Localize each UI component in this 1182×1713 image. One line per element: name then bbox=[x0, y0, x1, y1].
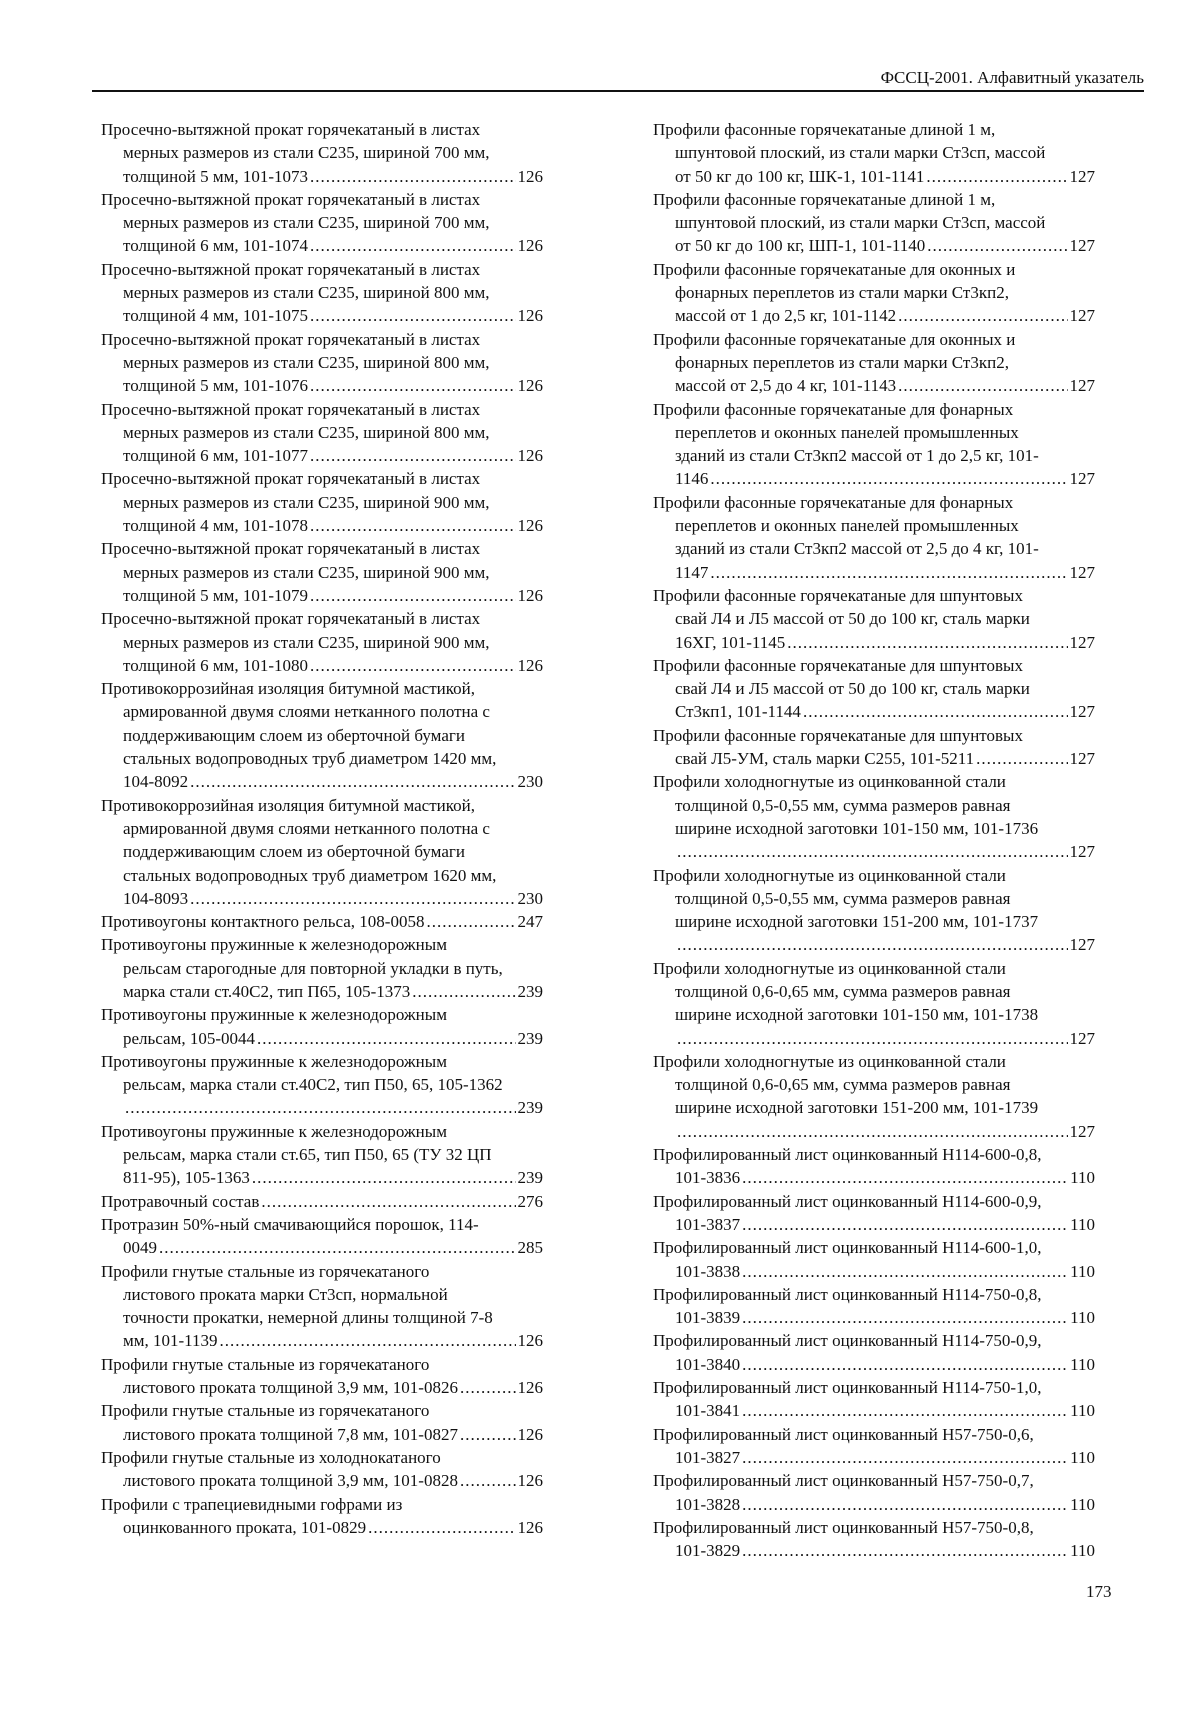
entry-last-line bbox=[653, 1306, 1095, 1329]
dot-leader bbox=[310, 234, 515, 257]
entry-text-line: листового проката толщиной 7,8 мм, 101-0827 bbox=[123, 1424, 458, 1444]
entry-text-line: толщиной 0,5-0,55 мм, сумма размеров равная bbox=[675, 795, 1011, 815]
entry-page-ref: 110 bbox=[1070, 1541, 1095, 1561]
index-entry bbox=[653, 1376, 1095, 1423]
entry-text-line: рельсам, марка стали ст.65, тип П50, 65 (ТУ 32 ЦП bbox=[123, 1145, 492, 1165]
entry-text-line: свай Л4 и Л5 массой от 50 до 100 кг, сталь марки bbox=[675, 679, 1030, 699]
entry-page-ref: 126 bbox=[517, 306, 543, 326]
entry-last-line bbox=[101, 1190, 543, 1213]
entry-text-line: от 50 кг до 100 кг, ШП-1, 101-1140 bbox=[675, 236, 926, 256]
index-entry bbox=[101, 1353, 543, 1400]
entry-last-line bbox=[101, 887, 543, 910]
entry-text-line: 101-3827 bbox=[675, 1447, 741, 1467]
entry-text-line: Профили холодногнутые из оцинкованной стали bbox=[653, 1051, 1006, 1071]
index-entry bbox=[101, 677, 543, 793]
entry-page-ref: 127 bbox=[1069, 632, 1095, 652]
entry-text-line: толщиной 5 мм, 101-1079 bbox=[123, 585, 309, 605]
entry-text-line: фонарных переплетов из стали марки Ст3кп2, bbox=[675, 352, 1009, 372]
entry-last-line bbox=[653, 1399, 1095, 1422]
entry-text-line: Профилированный лист оцинкованный Н57-750-0,7, bbox=[653, 1471, 1034, 1491]
dot-leader bbox=[310, 304, 515, 327]
entry-text-line: 16ХГ, 101-1145 bbox=[675, 632, 786, 652]
entry-text-line: массой от 2,5 до 4 кг, 101-1143 bbox=[675, 376, 897, 396]
entry-last-line bbox=[653, 165, 1095, 188]
entry-page-ref: 127 bbox=[1069, 1121, 1095, 1141]
dot-leader bbox=[742, 1539, 1068, 1562]
dot-leader bbox=[926, 165, 1067, 188]
dot-leader bbox=[976, 747, 1067, 770]
entry-text-line: Профили холодногнутые из оцинкованной стали bbox=[653, 958, 1006, 978]
entry-text-line: Просечно-вытяжной прокат горячекатаный в листах bbox=[101, 259, 481, 279]
entry-page-ref: 230 bbox=[517, 888, 543, 908]
index-entry bbox=[101, 328, 543, 398]
entry-text-line: массой от 1 до 2,5 кг, 101-1142 bbox=[675, 306, 897, 326]
dot-leader bbox=[927, 234, 1067, 257]
entry-text-line: Просечно-вытяжной прокат горячекатаный в листах bbox=[101, 399, 481, 419]
entry-page-ref: 126 bbox=[517, 446, 543, 466]
entry-text-line: поддерживающим слоем из оберточной бумаги bbox=[123, 842, 465, 862]
entry-text-line: Профили фасонные горячекатаные для шпунтовых bbox=[653, 725, 1023, 745]
entry-text-line: мерных размеров из стали С235, шириной 800 мм, bbox=[123, 352, 490, 372]
entry-last-line bbox=[101, 234, 543, 257]
entry-page-ref: 127 bbox=[1069, 749, 1095, 769]
entry-last-line bbox=[101, 514, 543, 537]
entry-page-ref: 126 bbox=[517, 516, 543, 536]
entry-text-line: Профили фасонные горячекатаные для оконных и bbox=[653, 259, 1016, 279]
dot-leader bbox=[742, 1446, 1068, 1469]
index-entry bbox=[653, 491, 1095, 584]
index-entry bbox=[653, 724, 1095, 771]
entry-text-line: Протразин 50%-ный смачивающийся порошок, 114- bbox=[101, 1214, 479, 1234]
entry-page-ref: 126 bbox=[517, 166, 543, 186]
entry-page-ref: 126 bbox=[517, 1378, 543, 1398]
index-entry bbox=[653, 258, 1095, 328]
dot-leader bbox=[125, 1096, 516, 1119]
entry-text-line: Просечно-вытяжной прокат горячекатаный в листах bbox=[101, 120, 481, 139]
entry-text-line: Профили гнутые стальные из горячекатаного bbox=[101, 1401, 430, 1421]
entry-text-line: мерных размеров из стали С235, шириной 800 мм, bbox=[123, 422, 490, 442]
entry-text-line: Профили с трапециевидными гофрами из bbox=[101, 1494, 403, 1514]
entry-text-line: мерных размеров из стали С235, шириной 900 мм, bbox=[123, 562, 490, 582]
entry-text-line: Профили фасонные горячекатаные длиной 1 м, bbox=[653, 189, 996, 209]
entry-text-line: точности прокатки, немерной длины толщиной 7-8 bbox=[123, 1308, 493, 1328]
entry-last-line bbox=[101, 770, 543, 793]
entry-last-line bbox=[653, 631, 1095, 654]
index-entry bbox=[653, 1516, 1095, 1563]
page-number: 173 bbox=[1086, 1582, 1112, 1601]
entry-last-line bbox=[653, 1027, 1095, 1050]
entry-text-line: шпунтовой плоский, из стали марки Ст3сп, массой bbox=[675, 143, 1046, 163]
dot-leader bbox=[426, 910, 515, 933]
entry-page-ref: 110 bbox=[1070, 1308, 1095, 1328]
entry-text-line: Профилированный лист оцинкованный Н114-600-0,9, bbox=[653, 1191, 1042, 1211]
entry-text-line: Профили холодногнутые из оцинкованной стали bbox=[653, 865, 1006, 885]
index-entry bbox=[101, 1493, 543, 1540]
entry-page-ref: 239 bbox=[517, 981, 543, 1001]
dot-leader bbox=[460, 1376, 516, 1399]
entry-text-line: Профили фасонные горячекатаные для шпунтовых bbox=[653, 585, 1023, 605]
entry-text-line: переплетов и оконных панелей промышленных bbox=[675, 422, 1019, 442]
entry-page-ref: 126 bbox=[517, 376, 543, 396]
entry-page-ref: 126 bbox=[517, 236, 543, 256]
entry-text-line: Ст3кп1, 101-1144 bbox=[675, 702, 801, 722]
entry-text-line: Профили гнутые стальные из холоднокатаного bbox=[101, 1447, 441, 1467]
entry-page-ref: 110 bbox=[1070, 1494, 1095, 1514]
index-entry bbox=[101, 933, 543, 1003]
entry-text-line: Просечно-вытяжной прокат горячекатаный в листах bbox=[101, 469, 481, 489]
index-entry bbox=[653, 188, 1095, 258]
entry-text-line: мерных размеров из стали С235, шириной 900 мм, bbox=[123, 632, 490, 652]
index-entry bbox=[101, 1446, 543, 1493]
entry-text-line: толщиной 0,5-0,55 мм, сумма размеров равная bbox=[675, 888, 1011, 908]
dot-leader bbox=[310, 584, 515, 607]
dot-leader bbox=[460, 1469, 516, 1492]
entry-last-line bbox=[653, 374, 1095, 397]
entry-text-line: Профили фасонные горячекатаные для шпунтовых bbox=[653, 655, 1023, 675]
entry-text-line: 811-95), 105-1363 bbox=[123, 1168, 250, 1188]
entry-page-ref: 126 bbox=[517, 1424, 543, 1444]
entry-text-line: армированной двумя слоями нетканного полотна с bbox=[123, 818, 490, 838]
entry-text-line: толщиной 0,6-0,65 мм, сумма размеров равная bbox=[675, 1075, 1011, 1095]
entry-text-line: стальных водопроводных труб диаметром 1420 мм, bbox=[123, 749, 497, 769]
entry-text-line: Профили фасонные горячекатаные длиной 1 м, bbox=[653, 120, 996, 139]
entry-text-line: Профили фасонные горячекатаные для фонарных bbox=[653, 492, 1014, 512]
entry-text-line: Профили фасонные горячекатаные для оконных и bbox=[653, 329, 1016, 349]
dot-leader bbox=[742, 1213, 1068, 1236]
dot-leader bbox=[460, 1423, 516, 1446]
entry-text-line: рельсам, марка стали ст.40С2, тип П50, 65, 105-1362 bbox=[123, 1075, 503, 1095]
entry-text-line: 104-8092 bbox=[123, 772, 189, 792]
entry-text-line: мм, 101-1139 bbox=[123, 1331, 218, 1351]
entry-page-ref: 239 bbox=[517, 1028, 543, 1048]
entry-page-ref: 285 bbox=[517, 1238, 543, 1258]
entry-text-line: толщиной 6 мм, 101-1080 bbox=[123, 655, 309, 675]
entry-text-line: рельсам старогодные для повторной укладки в путь, bbox=[123, 958, 503, 978]
entry-last-line bbox=[101, 980, 543, 1003]
entry-text-line: Противоугоны пружинные к железнодорожным bbox=[101, 1051, 447, 1071]
entry-last-line bbox=[101, 1236, 543, 1259]
dot-leader bbox=[310, 165, 515, 188]
entry-last-line bbox=[101, 1166, 543, 1189]
entry-last-line bbox=[653, 234, 1095, 257]
index-entry bbox=[653, 118, 1095, 188]
dot-leader bbox=[220, 1329, 516, 1352]
entry-last-line bbox=[101, 1516, 543, 1539]
entry-text-line: 101-3828 bbox=[675, 1494, 741, 1514]
dot-leader bbox=[412, 980, 515, 1003]
dot-leader bbox=[742, 1306, 1068, 1329]
entry-page-ref: 127 bbox=[1069, 376, 1095, 396]
entry-text-line: ширине исходной заготовки 151-200 мм, 101-1737 bbox=[675, 912, 1039, 932]
entry-page-ref: 110 bbox=[1070, 1214, 1095, 1234]
entry-text-line: мерных размеров из стали С235, шириной 700 мм, bbox=[123, 143, 490, 163]
entry-text-line: поддерживающим слоем из оберточной бумаги bbox=[123, 725, 465, 745]
index-entry bbox=[653, 1143, 1095, 1190]
entry-page-ref: 110 bbox=[1070, 1447, 1095, 1467]
entry-text-line: Протравочный состав bbox=[101, 1191, 260, 1211]
entry-last-line bbox=[101, 1469, 543, 1492]
dot-leader bbox=[190, 770, 515, 793]
index-entry bbox=[101, 1003, 543, 1050]
index-entry bbox=[653, 328, 1095, 398]
entry-text-line: оцинкованного проката, 101-0829 bbox=[123, 1517, 367, 1537]
entry-last-line bbox=[101, 1329, 543, 1352]
entry-page-ref: 127 bbox=[1069, 469, 1095, 489]
entry-last-line bbox=[101, 1096, 543, 1119]
index-entry bbox=[101, 537, 543, 607]
index-entry bbox=[653, 1236, 1095, 1283]
entry-text-line: 101-3840 bbox=[675, 1354, 741, 1374]
entry-text-line: зданий из стали Ст3кп2 массой от 2,5 до 4 кг, 101- bbox=[675, 539, 1039, 559]
entry-last-line bbox=[653, 1260, 1095, 1283]
entry-text-line: 104-8093 bbox=[123, 888, 189, 908]
dot-leader bbox=[310, 514, 515, 537]
entry-text-line: Профилированный лист оцинкованный Н57-750-0,8, bbox=[653, 1517, 1034, 1537]
entry-last-line bbox=[653, 1120, 1095, 1143]
entry-text-line: Профили холодногнутые из оцинкованной стали bbox=[653, 772, 1006, 792]
entry-text-line: мерных размеров из стали С235, шириной 800 мм, bbox=[123, 283, 490, 303]
entry-text-line: листового проката марки Ст3сп, нормальной bbox=[123, 1284, 448, 1304]
index-entry bbox=[101, 258, 543, 328]
index-entry bbox=[101, 398, 543, 468]
dot-leader bbox=[710, 467, 1067, 490]
entry-page-ref: 127 bbox=[1069, 236, 1095, 256]
index-entry bbox=[653, 1329, 1095, 1376]
index-column-right bbox=[653, 118, 1095, 1562]
entry-text-line: ширине исходной заготовки 101-150 мм, 101-1738 bbox=[675, 1005, 1039, 1025]
index-entry bbox=[653, 1469, 1095, 1516]
entry-text-line: рельсам, 105-0044 bbox=[123, 1028, 255, 1048]
entry-last-line bbox=[101, 444, 543, 467]
entry-text-line: 101-3839 bbox=[675, 1308, 741, 1328]
dot-leader bbox=[310, 654, 515, 677]
entry-text-line: толщиной 5 мм, 101-1076 bbox=[123, 376, 309, 396]
entry-text-line: толщиной 6 мм, 101-1074 bbox=[123, 236, 309, 256]
index-entry bbox=[101, 1050, 543, 1120]
entry-text-line: марка стали ст.40С2, тип П65, 105-1373 bbox=[123, 981, 411, 1001]
index-entry bbox=[653, 1050, 1095, 1143]
dot-leader bbox=[742, 1399, 1068, 1422]
entry-last-line bbox=[653, 467, 1095, 490]
entry-page-ref: 126 bbox=[517, 585, 543, 605]
entry-text-line: от 50 кг до 100 кг, ШК-1, 101-1141 bbox=[675, 166, 925, 186]
entry-text-line: толщиной 6 мм, 101-1077 bbox=[123, 446, 309, 466]
entry-text-line: Просечно-вытяжной прокат горячекатаный в листах bbox=[101, 329, 481, 349]
entry-page-ref: 126 bbox=[517, 1471, 543, 1491]
entry-last-line bbox=[653, 1493, 1095, 1516]
entry-page-ref: 127 bbox=[1069, 702, 1095, 722]
entry-text-line: Противоугоны пружинные к железнодорожным bbox=[101, 1005, 447, 1025]
entry-page-ref: 110 bbox=[1070, 1401, 1095, 1421]
entry-page-ref: 126 bbox=[517, 1331, 543, 1351]
index-entry bbox=[653, 1283, 1095, 1330]
dot-leader bbox=[710, 561, 1067, 584]
entry-text-line: 101-3841 bbox=[675, 1401, 741, 1421]
page-header bbox=[92, 64, 1144, 92]
entry-text-line: листового проката толщиной 3,9 мм, 101-0828 bbox=[123, 1471, 458, 1491]
entry-text-line: армированной двумя слоями нетканного полотна с bbox=[123, 702, 490, 722]
dot-leader bbox=[677, 1120, 1068, 1143]
entry-last-line bbox=[653, 561, 1095, 584]
entry-text-line: шпунтовой плоский, из стали марки Ст3сп, массой bbox=[675, 213, 1046, 233]
entry-last-line bbox=[101, 165, 543, 188]
index-entry bbox=[653, 584, 1095, 654]
entry-last-line bbox=[101, 584, 543, 607]
index-entry bbox=[653, 398, 1095, 491]
entry-last-line bbox=[653, 1213, 1095, 1236]
entry-text-line: Противоугоны пружинные к железнодорожным bbox=[101, 935, 447, 955]
entry-text-line: ширине исходной заготовки 151-200 мм, 101-1739 bbox=[675, 1098, 1039, 1118]
entry-page-ref: 127 bbox=[1069, 166, 1095, 186]
entry-last-line bbox=[101, 1376, 543, 1399]
entry-page-ref: 239 bbox=[517, 1168, 543, 1188]
entry-text-line: Просечно-вытяжной прокат горячекатаный в листах bbox=[101, 609, 481, 629]
index-entry bbox=[101, 1399, 543, 1446]
dot-leader bbox=[803, 700, 1068, 723]
dot-leader bbox=[159, 1236, 516, 1259]
entry-text-line: свай Л4 и Л5 массой от 50 до 100 кг, сталь марки bbox=[675, 609, 1030, 629]
entry-page-ref: 110 bbox=[1070, 1168, 1095, 1188]
entry-text-line: мерных размеров из стали С235, шириной 900 мм, bbox=[123, 492, 490, 512]
entry-text-line: переплетов и оконных панелей промышленных bbox=[675, 516, 1019, 536]
entry-last-line bbox=[101, 304, 543, 327]
entry-text-line: Профилированный лист оцинкованный Н114-750-1,0, bbox=[653, 1378, 1042, 1398]
entry-last-line bbox=[101, 654, 543, 677]
entry-text-line: ширине исходной заготовки 101-150 мм, 101-1736 bbox=[675, 818, 1039, 838]
entry-last-line bbox=[653, 304, 1095, 327]
dot-leader bbox=[742, 1260, 1068, 1283]
dot-leader bbox=[261, 1190, 515, 1213]
index-entry bbox=[653, 770, 1095, 863]
entry-last-line bbox=[653, 747, 1095, 770]
dot-leader bbox=[310, 444, 515, 467]
dot-leader bbox=[787, 631, 1067, 654]
entry-text-line: 101-3836 bbox=[675, 1168, 741, 1188]
entry-text-line: толщиной 5 мм, 101-1073 bbox=[123, 166, 309, 186]
dot-leader bbox=[898, 374, 1067, 397]
index-entry bbox=[101, 118, 543, 188]
entry-text-line: 101-3829 bbox=[675, 1541, 741, 1561]
entry-text-line: 101-3838 bbox=[675, 1261, 741, 1281]
entry-text-line: Профилированный лист оцинкованный Н114-750-0,9, bbox=[653, 1331, 1042, 1351]
entry-text-line: листового проката толщиной 3,9 мм, 101-0826 bbox=[123, 1378, 458, 1398]
dot-leader bbox=[677, 933, 1068, 956]
dot-leader bbox=[742, 1353, 1068, 1376]
dot-leader bbox=[190, 887, 515, 910]
index-entry bbox=[653, 1190, 1095, 1237]
entry-text-line: 1147 bbox=[675, 562, 709, 582]
entry-last-line bbox=[653, 1166, 1095, 1189]
dot-leader bbox=[742, 1166, 1068, 1189]
dot-leader bbox=[257, 1027, 516, 1050]
entry-text-line: Профили гнутые стальные из горячекатаного bbox=[101, 1354, 430, 1374]
dot-leader bbox=[252, 1166, 516, 1189]
dot-leader bbox=[368, 1516, 515, 1539]
entry-text-line: Профили фасонные горячекатаные для фонарных bbox=[653, 399, 1014, 419]
dot-leader bbox=[898, 304, 1067, 327]
index-entry bbox=[653, 1423, 1095, 1470]
entry-page-ref: 126 bbox=[517, 655, 543, 675]
index-entry bbox=[101, 467, 543, 537]
entry-last-line bbox=[101, 910, 543, 933]
index-entry bbox=[101, 1190, 543, 1213]
index-entry bbox=[653, 957, 1095, 1050]
entry-text-line: 101-3837 bbox=[675, 1214, 741, 1234]
entry-page-ref: 230 bbox=[517, 772, 543, 792]
entry-text-line: Противокоррозийная изоляция битумной мастикой, bbox=[101, 795, 475, 815]
entry-page-ref: 127 bbox=[1069, 562, 1095, 582]
index-column-left bbox=[101, 118, 543, 1539]
dot-leader bbox=[677, 840, 1068, 863]
entry-text-line: Профилированный лист оцинкованный Н114-600-0,8, bbox=[653, 1145, 1042, 1165]
entry-last-line bbox=[653, 840, 1095, 863]
entry-text-line: Профили гнутые стальные из горячекатаного bbox=[101, 1261, 430, 1281]
entry-text-line: стальных водопроводных труб диаметром 1620 мм, bbox=[123, 865, 497, 885]
entry-last-line bbox=[101, 1027, 543, 1050]
entry-text-line: Профилированный лист оцинкованный Н57-750-0,6, bbox=[653, 1424, 1034, 1444]
index-entry bbox=[101, 607, 543, 677]
entry-text-line: Противоугоны контактного рельса, 108-0058 bbox=[101, 912, 425, 932]
entry-last-line bbox=[653, 700, 1095, 723]
index-entry bbox=[653, 654, 1095, 724]
entry-page-ref: 276 bbox=[517, 1191, 543, 1211]
index-entry bbox=[101, 1213, 543, 1260]
entry-last-line bbox=[101, 374, 543, 397]
entry-last-line bbox=[653, 933, 1095, 956]
entry-page-ref: 110 bbox=[1070, 1354, 1095, 1374]
entry-last-line bbox=[653, 1353, 1095, 1376]
entry-text-line: толщиной 4 мм, 101-1075 bbox=[123, 306, 309, 326]
index-entry bbox=[101, 188, 543, 258]
entry-text-line: зданий из стали Ст3кп2 массой от 1 до 2,5 кг, 101- bbox=[675, 446, 1039, 466]
entry-text-line: Просечно-вытяжной прокат горячекатаный в листах bbox=[101, 189, 481, 209]
dot-leader bbox=[310, 374, 515, 397]
entry-page-ref: 127 bbox=[1069, 1028, 1095, 1048]
entry-page-ref: 110 bbox=[1070, 1261, 1095, 1281]
entry-last-line bbox=[101, 1423, 543, 1446]
index-entry bbox=[101, 1260, 543, 1353]
entry-text-line: свай Л5-УМ, сталь марки С255, 101-5211 bbox=[675, 749, 975, 769]
entry-text-line: 1146 bbox=[675, 469, 709, 489]
entry-text-line: Просечно-вытяжной прокат горячекатаный в листах bbox=[101, 539, 481, 559]
entry-page-ref: 239 bbox=[517, 1098, 543, 1118]
dot-leader bbox=[742, 1493, 1068, 1516]
entry-text-line: Профилированный лист оцинкованный Н114-750-0,8, bbox=[653, 1284, 1042, 1304]
dot-leader bbox=[677, 1027, 1068, 1050]
entry-page-ref: 127 bbox=[1069, 935, 1095, 955]
entry-last-line bbox=[653, 1539, 1095, 1562]
entry-text-line: толщиной 0,6-0,65 мм, сумма размеров равная bbox=[675, 981, 1011, 1001]
entry-text-line: Профилированный лист оцинкованный Н114-600-1,0, bbox=[653, 1238, 1042, 1258]
index-entry bbox=[101, 910, 543, 933]
entry-text-line: Противоугоны пружинные к железнодорожным bbox=[101, 1121, 447, 1141]
entry-text-line: толщиной 4 мм, 101-1078 bbox=[123, 516, 309, 536]
entry-page-ref: 247 bbox=[517, 912, 543, 932]
running-title: ФССЦ-2001. Алфавитный указатель bbox=[880, 68, 1144, 87]
index-entry bbox=[101, 1120, 543, 1190]
entry-last-line bbox=[653, 1446, 1095, 1469]
entry-text-line: мерных размеров из стали С235, шириной 700 мм, bbox=[123, 213, 490, 233]
entry-page-ref: 127 bbox=[1069, 306, 1095, 326]
entry-text-line: Противокоррозийная изоляция битумной мастикой, bbox=[101, 679, 475, 699]
entry-text-line: фонарных переплетов из стали марки Ст3кп2, bbox=[675, 283, 1009, 303]
index-entry bbox=[101, 794, 543, 910]
entry-text-line: 0049 bbox=[123, 1238, 157, 1258]
entry-page-ref: 126 bbox=[517, 1517, 543, 1537]
entry-page-ref: 127 bbox=[1069, 842, 1095, 862]
index-entry bbox=[653, 864, 1095, 957]
